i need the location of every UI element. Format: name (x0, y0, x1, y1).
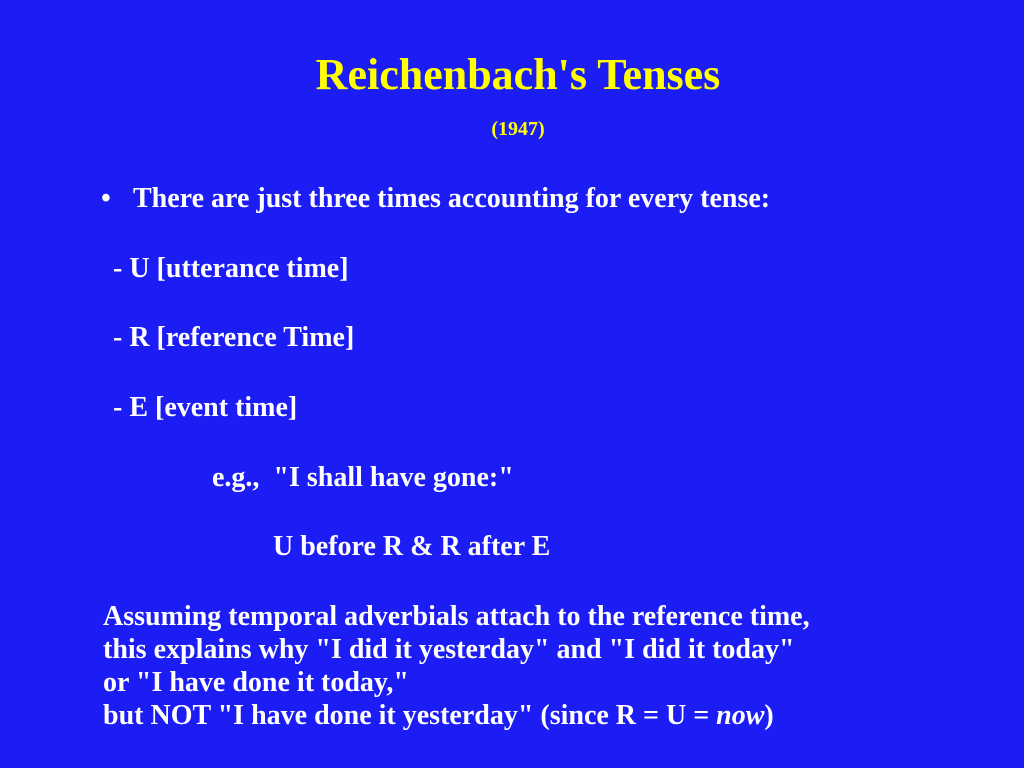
bullet-text: There are just three times accounting for every tense: (133, 183, 771, 214)
time-item-event: - E [event time] (113, 392, 298, 423)
time-item-reference: - R [reference Time] (113, 322, 355, 353)
slide-subtitle-year: (1947) (491, 118, 545, 140)
example-sentence: e.g., "I shall have gone:" (212, 462, 514, 493)
bullet-icon: • (101, 183, 111, 214)
slide-title: Reichenbach's Tenses (315, 50, 721, 99)
example-relation: U before R & R after E (273, 531, 551, 562)
explanation-line-1: Assuming temporal adverbials attach to the reference time, (103, 601, 810, 632)
explanation-line-4-suffix: ) (764, 700, 774, 731)
explanation-line-4 (103, 699, 1003, 732)
time-item-utterance: - U [utterance time] (113, 253, 349, 284)
explanation-line-2: this explains why "I did it yesterday" and "I did it today" (103, 634, 795, 665)
explanation-now-word: now (716, 700, 765, 731)
explanation-line-4-prefix: but NOT "I have done it yesterday" (since R = U = (103, 700, 717, 731)
explanation-line-3: or "I have done it today," (103, 667, 409, 698)
explanation-paragraph (103, 600, 1003, 732)
